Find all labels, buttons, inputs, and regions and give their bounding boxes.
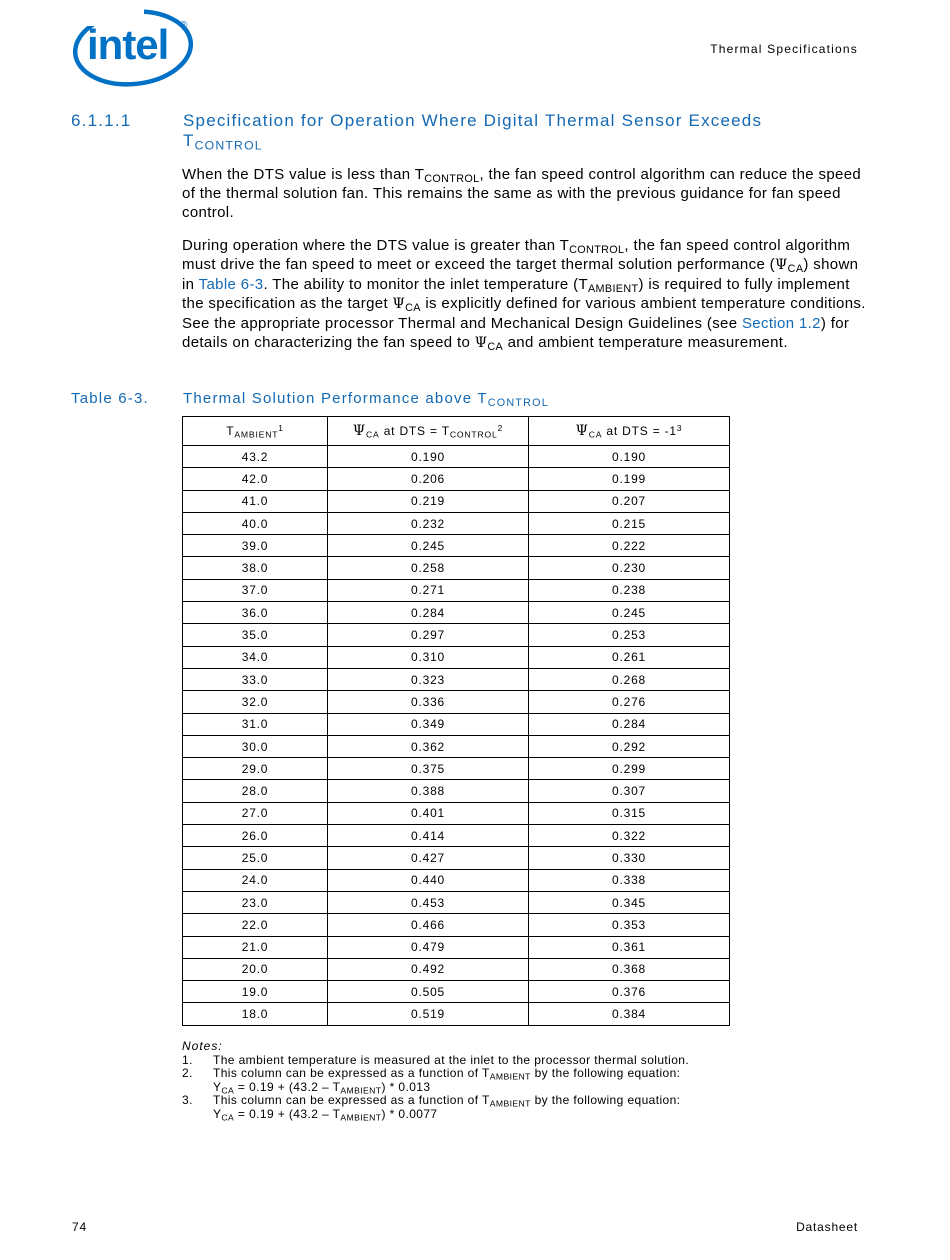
- psi-ca-tcontrol-cell: 0.323: [328, 668, 529, 690]
- t-ambient-cell: 30.0: [183, 735, 328, 757]
- t-ambient-cell: 40.0: [183, 512, 328, 534]
- notes-title: Notes:: [182, 1039, 223, 1053]
- t-ambient-cell: 19.0: [183, 981, 328, 1003]
- t-ambient-cell: 23.0: [183, 891, 328, 913]
- t-ambient-cell: 32.0: [183, 691, 328, 713]
- psi-ca-minus-one-cell: 0.253: [529, 624, 730, 646]
- psi-ca-tcontrol-cell: 0.519: [328, 1003, 529, 1025]
- thermal-performance-table: [182, 416, 730, 1026]
- table-body: [183, 446, 730, 1026]
- psi-ca-minus-one-cell: 0.322: [529, 825, 730, 847]
- t-ambient-cell: 33.0: [183, 668, 328, 690]
- t-ambient-cell: 27.0: [183, 802, 328, 824]
- psi-ca-tcontrol-cell: 0.190: [328, 446, 529, 468]
- psi-ca-tcontrol-cell: 0.427: [328, 847, 529, 869]
- psi-ca-tcontrol-cell: 0.440: [328, 869, 529, 891]
- table-row: [183, 468, 730, 490]
- logo-wordmark: intel: [87, 21, 169, 68]
- psi-ca-minus-one-cell: 0.268: [529, 668, 730, 690]
- table-row: [183, 512, 730, 534]
- t-ambient-cell: 29.0: [183, 758, 328, 780]
- table-row: [183, 735, 730, 757]
- psi-ca-tcontrol-cell: 0.258: [328, 557, 529, 579]
- table-row: [183, 981, 730, 1003]
- table-row: [183, 646, 730, 668]
- header-t-ambient: $T_{AMBIENT}^1$: [183, 417, 328, 446]
- psi-ca-minus-one-cell: 0.230: [529, 557, 730, 579]
- table-notes: [182, 1040, 782, 1121]
- t-ambient-cell: 22.0: [183, 914, 328, 936]
- psi-ca-tcontrol-cell: 0.245: [328, 535, 529, 557]
- psi-ca-minus-one-cell: 0.284: [529, 713, 730, 735]
- psi-ca-minus-one-cell: 0.338: [529, 869, 730, 891]
- psi-ca-tcontrol-cell: 0.375: [328, 758, 529, 780]
- psi-ca-minus-one-cell: 0.368: [529, 958, 730, 980]
- psi-ca-minus-one-cell: 0.384: [529, 1003, 730, 1025]
- psi-ca-minus-one-cell: 0.276: [529, 691, 730, 713]
- psi-ca-tcontrol-cell: 0.219: [328, 490, 529, 512]
- psi-ca-tcontrol-cell: 0.349: [328, 713, 529, 735]
- table-row: [183, 446, 730, 468]
- table-row: [183, 891, 730, 913]
- psi-ca-minus-one-cell: 0.245: [529, 602, 730, 624]
- table-row: [183, 535, 730, 557]
- logo-registered-mark: ®: [180, 20, 188, 31]
- psi-ca-tcontrol-cell: 0.206: [328, 468, 529, 490]
- psi-ca-minus-one-cell: 0.261: [529, 646, 730, 668]
- psi-ca-minus-one-cell: 0.199: [529, 468, 730, 490]
- t-ambient-cell: 37.0: [183, 579, 328, 601]
- t-ambient-cell: 20.0: [183, 958, 328, 980]
- t-ambient-cell: 43.2: [183, 446, 328, 468]
- running-header: Thermal Specifications: [710, 42, 858, 56]
- psi-ca-minus-one-cell: 0.292: [529, 735, 730, 757]
- table-row: [183, 802, 730, 824]
- psi-ca-tcontrol-cell: 0.492: [328, 958, 529, 980]
- psi-ca-tcontrol-cell: 0.362: [328, 735, 529, 757]
- paragraph-2: During operation where the DTS value is greater than $T_{CONTROL}$, the fan speed control algorithm must drive the fan speed to meet or exceed the target thermal solution performance $(\Psi_{CA})$ shown in Table 6-3. The ability to monitor the inlet temperature $(T_{AMBIENT})$ is required to fully implement the specification as the target $\Psi_{CA}$ is explicitly defined for various ambient temperature conditions. See the appropriate processor Thermal and Mechanical Design Guidelines (see Section 1.2) for details on characterizing the fan speed to $\Psi_{CA}$ and ambient temperature measurement.: [182, 237, 866, 354]
- psi-ca-tcontrol-cell: 0.297: [328, 624, 529, 646]
- psi-ca-tcontrol-cell: 0.388: [328, 780, 529, 802]
- t-ambient-cell: 41.0: [183, 490, 328, 512]
- psi-ca-tcontrol-cell: 0.284: [328, 602, 529, 624]
- t-ambient-cell: 31.0: [183, 713, 328, 735]
- header-psi-ca-minus-one: $\Psi_{CA}$ at DTS = $-1^3$: [529, 417, 730, 446]
- psi-ca-minus-one-cell: 0.307: [529, 780, 730, 802]
- table-row: [183, 758, 730, 780]
- psi-ca-tcontrol-cell: 0.414: [328, 825, 529, 847]
- section-number: 6.1.1.1: [71, 111, 132, 130]
- table-row: [183, 958, 730, 980]
- psi-ca-minus-one-cell: 0.330: [529, 847, 730, 869]
- paragraph-1: When the DTS value is less than $T_{CONTROL}$, the fan speed control algorithm can reduce the speed of the thermal solution fan. This remains the same as with the previous guidance for fan speed control.: [182, 166, 862, 221]
- psi-ca-tcontrol-cell: 0.271: [328, 579, 529, 601]
- psi-ca-minus-one-cell: 0.190: [529, 446, 730, 468]
- t-ambient-cell: 28.0: [183, 780, 328, 802]
- table-row: [183, 780, 730, 802]
- psi-ca-minus-one-cell: 0.299: [529, 758, 730, 780]
- t-ambient-cell: 36.0: [183, 602, 328, 624]
- psi-ca-minus-one-cell: 0.361: [529, 936, 730, 958]
- t-ambient-cell: 21.0: [183, 936, 328, 958]
- t-ambient-cell: 39.0: [183, 535, 328, 557]
- t-ambient-cell: 35.0: [183, 624, 328, 646]
- psi-ca-minus-one-cell: 0.215: [529, 512, 730, 534]
- psi-ca-minus-one-cell: 0.238: [529, 579, 730, 601]
- table-6-3-link[interactable]: Table 6-3: [198, 276, 264, 293]
- table-row: [183, 579, 730, 601]
- table-row: [183, 490, 730, 512]
- psi-ca-tcontrol-cell: 0.479: [328, 936, 529, 958]
- t-ambient-cell: 38.0: [183, 557, 328, 579]
- table-row: [183, 1003, 730, 1025]
- psi-ca-minus-one-cell: 0.207: [529, 490, 730, 512]
- t-ambient-cell: 26.0: [183, 825, 328, 847]
- psi-ca-tcontrol-cell: 0.336: [328, 691, 529, 713]
- psi-ca-tcontrol-cell: 0.401: [328, 802, 529, 824]
- note-3-equation: $Y_{CA} = 0.19 + (43.2 - T_{AMBIENT}) * 0.0077$: [213, 1106, 438, 1122]
- note-1: 1. The ambient temperature is measured at the inlet to the processor thermal solution.: [182, 1052, 690, 1067]
- table-title: Thermal Solution Performance above $T_{CONTROL}$: [183, 390, 549, 410]
- psi-ca-minus-one-cell: 0.315: [529, 802, 730, 824]
- table-row: [183, 869, 730, 891]
- psi-ca-tcontrol-cell: 0.453: [328, 891, 529, 913]
- psi-ca-minus-one-cell: 0.345: [529, 891, 730, 913]
- psi-ca-tcontrol-cell: 0.466: [328, 914, 529, 936]
- psi-ca-minus-one-cell: 0.376: [529, 981, 730, 1003]
- note-2: 2. This column can be expressed as a function of $T_{AMBIENT}$ by the following equation: $Y_{CA} = 0.19 + (43.2 - T_{AMBIENT}) * 0.013$: [182, 1067, 782, 1094]
- table-number: Table 6-3.: [71, 390, 149, 407]
- table-row: [183, 847, 730, 869]
- psi-ca-minus-one-cell: 0.222: [529, 535, 730, 557]
- document-type: Datasheet: [796, 1220, 858, 1234]
- t-ambient-cell: 25.0: [183, 847, 328, 869]
- section-1-2-link[interactable]: Section 1.2: [741, 315, 821, 332]
- table-row: [183, 936, 730, 958]
- t-ambient-cell: 18.0: [183, 1003, 328, 1025]
- table-row: [183, 713, 730, 735]
- psi-ca-tcontrol-cell: 0.505: [328, 981, 529, 1003]
- psi-ca-tcontrol-cell: 0.232: [328, 512, 529, 534]
- intel-logo: [70, 4, 198, 88]
- note-3: 3. This column can be expressed as a function of $T_{AMBIENT}$ by the following equation: $Y_{CA} = 0.19 + (43.2 - T_{AMBIENT}) * 0.0077$: [182, 1094, 782, 1121]
- header-psi-ca-tcontrol: $\Psi_{CA}$ at DTS = $T_{CONTROL}^2$: [328, 417, 529, 446]
- t-ambient-cell: 34.0: [183, 646, 328, 668]
- table-row: [183, 691, 730, 713]
- t-ambient-cell: 24.0: [183, 869, 328, 891]
- psi-ca-tcontrol-cell: 0.310: [328, 646, 529, 668]
- table-row: [183, 914, 730, 936]
- t-ambient-cell: 42.0: [183, 468, 328, 490]
- table-row: [183, 668, 730, 690]
- table-row: [183, 825, 730, 847]
- section-title: Specification for Operation Where Digital Thermal Sensor Exceeds $T_{CONTROL}$: [183, 111, 763, 153]
- table-row: [183, 624, 730, 646]
- table-row: [183, 557, 730, 579]
- table-row: [183, 602, 730, 624]
- page-number: 74: [72, 1220, 87, 1234]
- note-2-equation: $Y_{CA} = 0.19 + (43.2 - T_{AMBIENT}) * 0.013$: [213, 1079, 431, 1095]
- psi-ca-minus-one-cell: 0.353: [529, 914, 730, 936]
- table-header-row: [183, 417, 730, 446]
